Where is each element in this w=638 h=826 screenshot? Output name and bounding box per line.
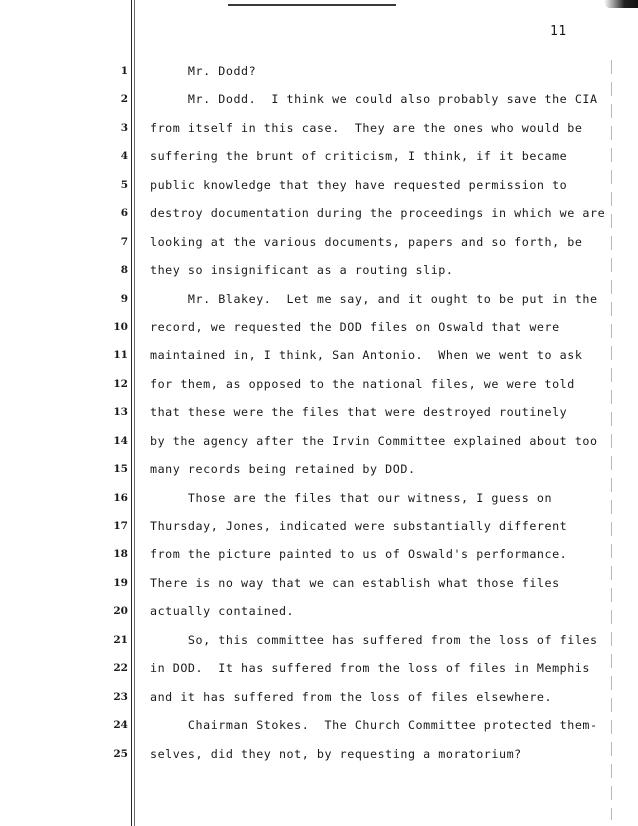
line-number: 3: [120, 121, 128, 134]
line-number: 16: [113, 491, 128, 504]
transcript-line: suffering the brunt of criticism, I think, if it became: [150, 149, 568, 164]
transcript-line: actually contained.: [150, 604, 295, 619]
transcript-line: There is no way that we can establish what those files: [150, 575, 560, 590]
transcript-line: Thursday, Jones, indicated were substantially different: [150, 519, 568, 533]
right-margin-rule: [611, 60, 612, 820]
line-number: 12: [113, 377, 128, 390]
transcript-line: Mr. Dodd. I think we could also probably save the CIA: [150, 92, 598, 107]
transcript-line: public knowledge that they have requested permission to: [150, 177, 568, 192]
transcript-line: by the agency after the Irvin Committee explained about too: [150, 433, 598, 448]
transcript-line: that these were the files that were destroyed routinely: [150, 405, 568, 420]
transcript-line: destroy documentation during the proceedings in which we are: [150, 206, 606, 221]
line-number: 15: [113, 463, 128, 476]
line-number: 13: [113, 406, 128, 419]
line-number: 25: [113, 747, 128, 760]
transcript-line: record, we requested the DOD files on Oswald that were: [150, 319, 560, 334]
transcript-line: So, this committee has suffered from the loss of files: [150, 632, 598, 647]
line-number: 22: [113, 662, 128, 675]
line-number: 8: [120, 264, 128, 277]
scan-corner-mark: [604, 0, 638, 8]
transcript-line: from itself in this case. They are the ones who would be: [150, 120, 583, 135]
line-number: 2: [120, 93, 128, 106]
transcript-text: [150, 62, 606, 773]
transcript-line: in DOD. It has suffered from the loss of files in Memphis: [150, 661, 591, 676]
line-number: 4: [120, 150, 128, 163]
left-margin-rule-inner: [134, 0, 135, 826]
transcript-line: for them, as opposed to the national files, we were told: [150, 376, 575, 391]
line-number: 23: [113, 690, 128, 703]
line-number: 5: [120, 178, 128, 191]
line-number: 14: [113, 434, 128, 447]
transcript-line: looking at the various documents, papers and so forth, be: [150, 234, 583, 249]
line-number: 17: [113, 520, 128, 532]
line-number-column: [104, 62, 128, 773]
transcript-line: and it has suffered from the loss of files elsewhere.: [150, 689, 553, 704]
line-number: 10: [113, 320, 128, 333]
left-margin-rule: [131, 0, 132, 826]
top-rule: [228, 4, 396, 6]
line-number: 18: [113, 548, 128, 561]
line-number: 24: [113, 719, 128, 732]
line-number: 21: [113, 633, 128, 646]
line-number: 1: [120, 65, 128, 77]
line-number: 7: [120, 235, 128, 248]
transcript-line: Mr. Blakey. Let me say, and it ought to be put in the: [150, 291, 598, 306]
transcript-line: Chairman Stokes. The Church Committee protected them-: [150, 718, 598, 733]
transcript-line: selves, did they not, by requesting a moratorium?: [150, 746, 522, 761]
transcript-line: from the picture painted to us of Oswald's performance.: [150, 547, 568, 562]
transcript-line: they so insignificant as a routing slip.: [150, 263, 454, 278]
line-number: 19: [113, 576, 128, 589]
line-number: 6: [120, 207, 128, 220]
line-number: 11: [113, 349, 128, 362]
transcript-line: Mr. Dodd?: [150, 64, 257, 78]
line-number: 9: [120, 292, 128, 305]
line-number: 20: [113, 605, 128, 618]
transcript-line: Those are the files that our witness, I guess on: [150, 490, 553, 505]
page-number: 11: [550, 24, 567, 39]
transcript-line: maintained in, I think, San Antonio. When we went to ask: [150, 348, 583, 363]
transcript-line: many records being retained by DOD.: [150, 462, 416, 477]
